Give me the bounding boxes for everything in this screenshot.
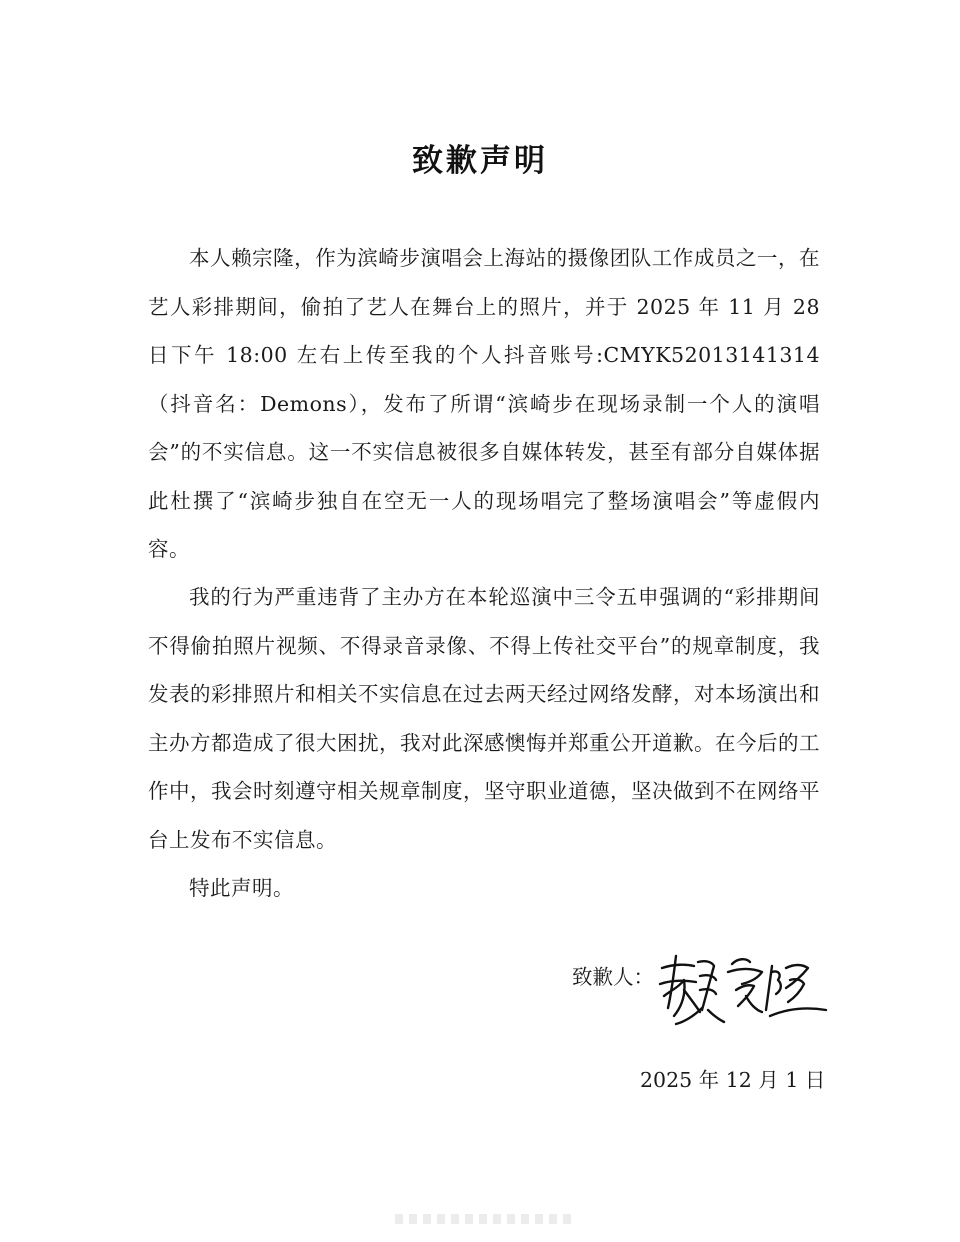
paragraph-2-text: 我的行为严重违背了主办方在本轮巡演中三令五申强调的“彩排期间不得偷拍照片视频、不得录音录像、不得上传社交平台”的规章制度，我发表的彩排照片和相关不实信息在过去两天经过网络发酵，对本场演出和主办方都造成了很大困扰，我对此深感懊悔并郑重公开道歉。在今后的工作中，我会时刻遵守相关规章制度，坚守职业道德，坚决做到不在网络平台上发布不实信息。 [148,585,820,852]
paragraph-3-text: 特此声明。 [189,876,294,900]
paragraph-2 [148,573,820,864]
handwritten-signature [654,950,829,1030]
paragraph-3 [148,864,820,913]
paragraph-1-text: 本人赖宗隆，作为滨崎步演唱会上海站的摄像团队工作成员之一，在艺人彩排期间，偷拍了艺人在舞台上的照片，并于 2025 年 11 月 28 日下午 18:00 左右上传至我的个人抖音账号:CMYK52013141314（抖音名：Demons），发布了所谓“滨崎步在现场录制一个人的演唱会”的不实信息。这一不实信息被很多自媒体转发，甚至有部分自媒体据此杜撰了“滨崎步独自在空无一人的现场唱完了整场演唱会”等虚假内容。 [148,246,820,561]
document-title: 致歉声明 [412,143,548,179]
signature-block [572,950,832,1030]
document-date: 2025 年 12 月 1 日 [640,1068,826,1092]
watermark [395,1212,575,1226]
signature-label: 致歉人： [572,965,654,989]
paragraph-1 [148,234,820,574]
